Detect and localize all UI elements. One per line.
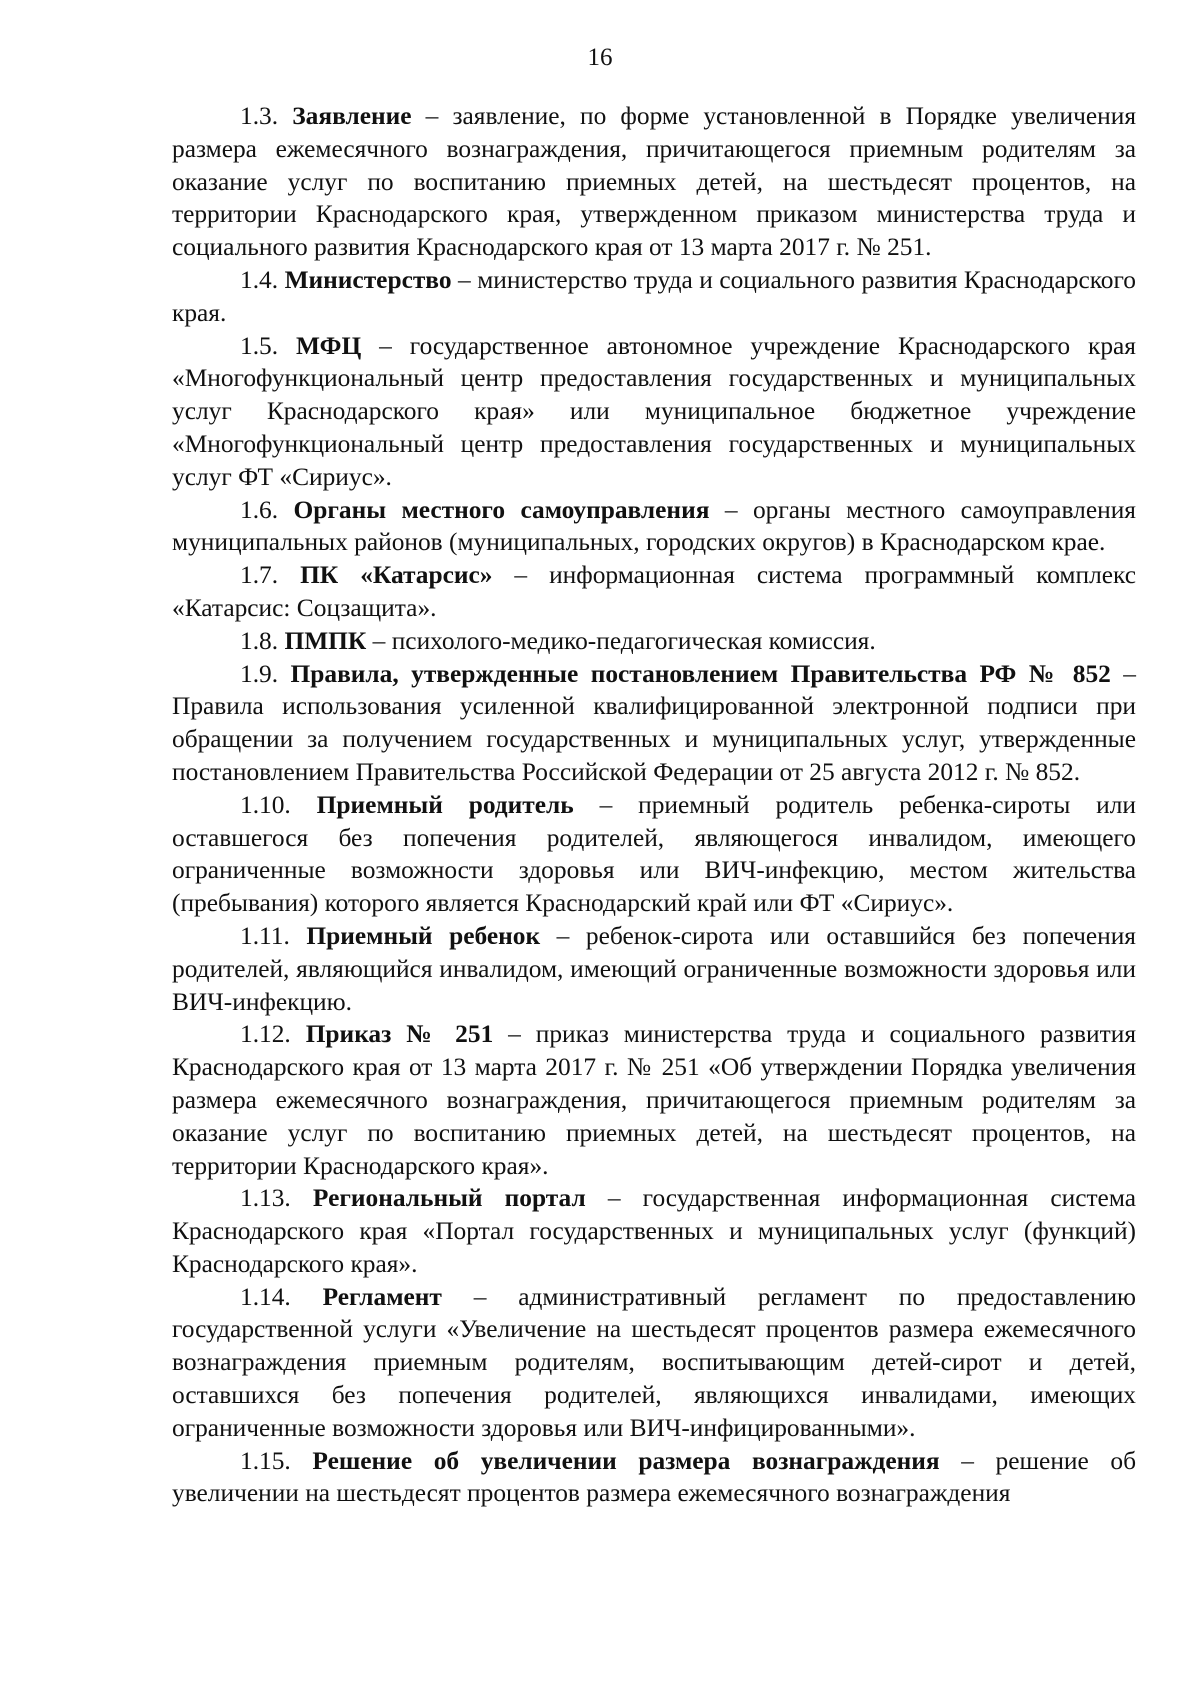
item-term: ПК «Катарсис» (300, 561, 493, 590)
definition-1-15 (172, 1445, 1136, 1511)
item-text: – административный регламент по предоставлению государственной услуги «Увеличение на шестьдесят процентов размера ежемесячного вознаграждения приемным родителям, воспитывающим детей-сирот и детей, оставшихся без попечения родителей, являющихся инвалидами, имеющих ограниченные возможности здоровья или ВИЧ-инфицированными». (172, 1282, 1136, 1442)
item-number: 1.6. (240, 495, 279, 524)
item-term: Приказ № 251 (305, 1020, 494, 1049)
definition-1-13 (172, 1182, 1136, 1280)
item-text: – информационная система программный комплекс «Катарсис: Соцзащита». (172, 561, 1136, 622)
definition-1-7 (172, 559, 1136, 625)
item-text: – решение об увеличении на шестьдесят процентов размера ежемесячного вознаграждения (172, 1446, 1136, 1508)
item-text: – министерство труда и социального развития Краснодарского края. (172, 265, 1136, 327)
item-term: Министерство (284, 265, 452, 294)
item-term: МФЦ (296, 331, 362, 360)
definition-1-5 (172, 330, 1136, 494)
item-text: – органы местного самоуправления муниципальных районов (муниципальных, городских округов) в Краснодарском крае. (172, 495, 1136, 557)
item-term: Решение об увеличении размера вознаграждения (312, 1446, 940, 1475)
item-number: 1.4. (240, 265, 279, 294)
item-term: Приемный родитель (316, 790, 574, 819)
item-text: – психолого-медико-педагогическая комиссия. (366, 626, 876, 655)
definition-1-11 (172, 920, 1136, 1018)
item-term: Приемный ребенок (306, 921, 541, 950)
definition-1-4 (172, 264, 1136, 330)
item-number: 1.15. (240, 1446, 291, 1475)
item-number: 1.8. (240, 626, 279, 655)
definition-1-3 (172, 100, 1136, 264)
item-text: – Правила использования усиленной квалифицированной электронной подписи при обращении за получением государственных и муниципальных услуг, утвержденные постановлением Правительства Российской Федерации от 25 августа 2012 г. № 852. (172, 659, 1136, 786)
item-text: – приемный родитель ребенка-сироты или оставшегося без попечения родителей, являющегося инвалидом, имеющего ограниченные возможности здоровья или ВИЧ-инфекцию, местом жительства (пребывания) которого является Краснодарский край или ФТ «Сириус». (172, 790, 1137, 918)
item-text: – государственное автономное учреждение Краснодарского края «Многофункциональный центр предоставления государственных и муниципальных услуг Краснодарского края» или муниципальное бюджетное учреждение «Многофункциональный центр предоставления государственных и муниципальных услуг ФТ «Сириус». (172, 331, 1136, 491)
item-number: 1.14. (240, 1282, 291, 1311)
item-term: Правила, утвержденные постановлением Правительства РФ № 852 (290, 659, 1111, 688)
definition-1-8 (172, 625, 1136, 658)
definition-1-9 (172, 658, 1136, 789)
item-text: – приказ министерства труда и социального развития Краснодарского края от 13 марта 2017 г. № 251 «Об утверждении Порядка увеличения размера ежемесячного вознаграждения, причитающегося приемным родителям за оказание услуг по воспитанию приемных детей, на шестьдесят процентов, на территории Краснодарского края». (172, 1020, 1136, 1180)
page-number: 16 (587, 44, 613, 71)
definition-1-14 (172, 1281, 1136, 1445)
item-number: 1.7. (240, 561, 279, 590)
definition-1-12 (172, 1018, 1136, 1182)
definition-1-10 (172, 789, 1136, 920)
item-number: 1.5. (240, 331, 279, 360)
document-body (172, 100, 1136, 1510)
item-number: 1.13. (240, 1184, 291, 1213)
item-number: 1.3. (240, 102, 279, 130)
item-term: Заявление (292, 102, 412, 130)
item-number: 1.11. (240, 921, 290, 950)
item-term: Органы местного самоуправления (293, 495, 710, 524)
item-text: – государственная информационная система Краснодарского края «Портал государственных и муниципальных услуг (функций) Краснодарского края». (172, 1184, 1136, 1278)
definition-1-6 (172, 494, 1136, 560)
item-term: Регламент (322, 1282, 442, 1311)
item-number: 1.12. (240, 1020, 291, 1049)
item-number: 1.10. (240, 790, 291, 819)
item-term: Региональный портал (312, 1184, 586, 1213)
item-term: ПМПК (284, 626, 367, 655)
item-text: – заявление, по форме установленной в Порядке увеличения размера ежемесячного вознаграждения, причитающегося приемным родителям за оказание услуг по воспитанию приемных детей, на шестьдесят процентов, на территории Краснодарского края, утвержденном приказом министерства труда и социального развития Краснодарского края от 13 марта 2017 г. № 251. (172, 102, 1137, 262)
item-number: 1.9. (240, 659, 279, 688)
item-text: – ребенок-сирота или оставшийся без попечения родителей, являющийся инвалидом, имеющий ограниченные возможности здоровья или ВИЧ-инфекцию. (172, 921, 1136, 1016)
